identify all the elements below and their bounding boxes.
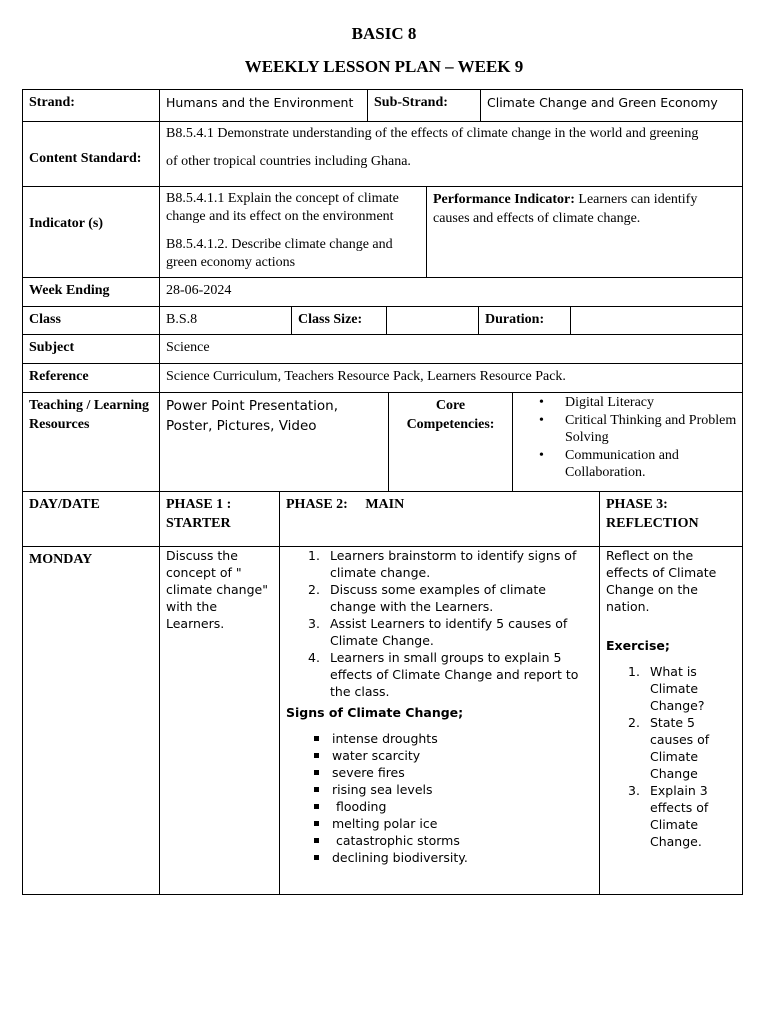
duration-value-cell (570, 306, 743, 335)
content-standard-line1: B8.5.4.1 Demonstrate understanding of the effects of climate change in the world and greening (166, 126, 699, 141)
class-value: B.S.8 (166, 312, 198, 327)
phase1-header-cell (159, 491, 280, 547)
indicator-item-2: B8.5.4.1.2. Describe climate change and green economy actions (166, 237, 393, 270)
reflection-text: Reflect on the effects of Climate Change on the nation. (606, 548, 717, 614)
class-size-value-cell (386, 306, 479, 335)
subject-label-cell (22, 334, 160, 364)
list-item: declining biodiversity. (286, 849, 593, 866)
sub-strand-value: Climate Change and Green Economy (487, 95, 718, 110)
sub-strand-value-cell (480, 89, 743, 122)
signs-heading: Signs of Climate Change; (286, 705, 464, 720)
reference-value: Science Curriculum, Teachers Resource Pack, Learners Resource Pack. (166, 369, 566, 384)
main-steps-list (286, 547, 593, 700)
core-competencies-list (513, 394, 738, 482)
resources-label-cell (22, 392, 160, 492)
list-item: melting polar ice (286, 815, 593, 832)
day-date-header: DAY/DATE (29, 497, 100, 512)
strand-label-cell (22, 89, 160, 122)
list-item: flooding (286, 798, 593, 815)
subject-value-cell (159, 334, 743, 364)
exercise-list (606, 663, 736, 850)
class-value-cell (159, 306, 292, 335)
sub-strand-label: Sub-Strand: (374, 95, 448, 110)
list-item: • Communication and Collaboration. (539, 447, 679, 480)
duration-label-cell (478, 306, 571, 335)
subject-value: Science (166, 340, 210, 355)
document-subtitle: WEEKLY LESSON PLAN – WEEK 9 (244, 57, 524, 76)
core-competencies-label-cell (388, 392, 513, 492)
phase3-header: PHASE 3: REFLECTION (606, 497, 699, 531)
core-competencies-label: Core Competencies: (406, 398, 495, 432)
performance-indicator-cell (426, 186, 743, 278)
content-standard-label-cell (22, 121, 160, 187)
indicator-label-cell (22, 186, 160, 278)
sub-strand-label-cell (367, 89, 481, 122)
list-item: 1. What is Climate Change? (628, 664, 705, 713)
list-item: severe fires (286, 764, 593, 781)
content-standard-line2: of other tropical countries including Ghana. (166, 154, 411, 169)
class-size-label: Class Size: (298, 312, 363, 327)
phase2-header: PHASE 2: MAIN (286, 497, 405, 512)
list-item: • Critical Thinking and Problem Solving (539, 412, 737, 445)
phase3-header-cell (599, 491, 743, 547)
list-item: water scarcity (286, 747, 593, 764)
duration-label: Duration: (485, 312, 545, 327)
day-date-header-cell (22, 491, 160, 547)
signs-list (286, 730, 593, 866)
monday-reflection-cell (599, 546, 743, 895)
indicator-value-cell (159, 186, 427, 278)
class-label: Class (29, 312, 61, 327)
performance-indicator-value: Learners can identify causes and effects of climate change. (433, 192, 698, 226)
reference-value-cell (159, 363, 743, 393)
list-item: 3. Explain 3 effects of Climate Change. (628, 783, 709, 849)
strand-value-cell (159, 89, 368, 122)
list-item: intense droughts (286, 730, 593, 747)
list-item: 2. State 5 causes of Climate Change (628, 715, 710, 781)
resources-value-cell (159, 392, 389, 492)
week-ending-value: 28-06-2024 (166, 283, 232, 298)
exercise-heading: Exercise; (606, 638, 670, 653)
core-competencies-list-cell (512, 392, 743, 492)
reference-label-cell (22, 363, 160, 393)
monday-main-cell (279, 546, 600, 895)
list-item: 1. Learners brainstorm to identify signs of climate change. (308, 548, 577, 580)
phase1-header: PHASE 1 : STARTER (166, 497, 232, 531)
subject-label: Subject (29, 340, 75, 355)
week-ending-label-cell (22, 277, 160, 307)
week-ending-value-cell (159, 277, 743, 307)
reference-label: Reference (29, 369, 89, 384)
list-item: • Digital Literacy (539, 395, 655, 410)
list-item: 2. Discuss some examples of climate change with the Learners. (308, 582, 546, 614)
week-ending-label: Week Ending (29, 283, 110, 298)
document-title: BASIC 8 (351, 24, 417, 43)
class-size-label-cell (291, 306, 387, 335)
resources-value: Power Point Presentation, Poster, Pictures, Video (166, 398, 338, 434)
monday-day-cell (22, 546, 160, 895)
list-item: rising sea levels (286, 781, 593, 798)
indicator-label: Indicator (s) (29, 216, 104, 231)
strand-value: Humans and the Environment (166, 95, 354, 110)
content-standard-value-cell (159, 121, 743, 187)
resources-label: Teaching / Learning Resources (29, 398, 150, 432)
class-label-cell (22, 306, 160, 335)
strand-label: Strand: (29, 95, 75, 110)
monday-label: MONDAY (29, 552, 93, 567)
content-standard-label: Content Standard: (29, 151, 142, 166)
list-item: 3. Assist Learners to identify 5 causes of Climate Change. (308, 616, 568, 648)
list-item: catastrophic storms (286, 832, 593, 849)
performance-indicator-label: Performance Indicator: (433, 192, 575, 207)
phase2-header-cell (279, 491, 600, 547)
monday-starter-cell (159, 546, 280, 895)
monday-starter: Discuss the concept of " climate change" with the Learners. (166, 548, 268, 631)
list-item: 4. Learners in small groups to explain 5 effects of Climate Change and report to the class. (308, 650, 579, 699)
indicator-item-1: B8.5.4.1.1 Explain the concept of climate change and its effect on the environment (166, 191, 399, 224)
